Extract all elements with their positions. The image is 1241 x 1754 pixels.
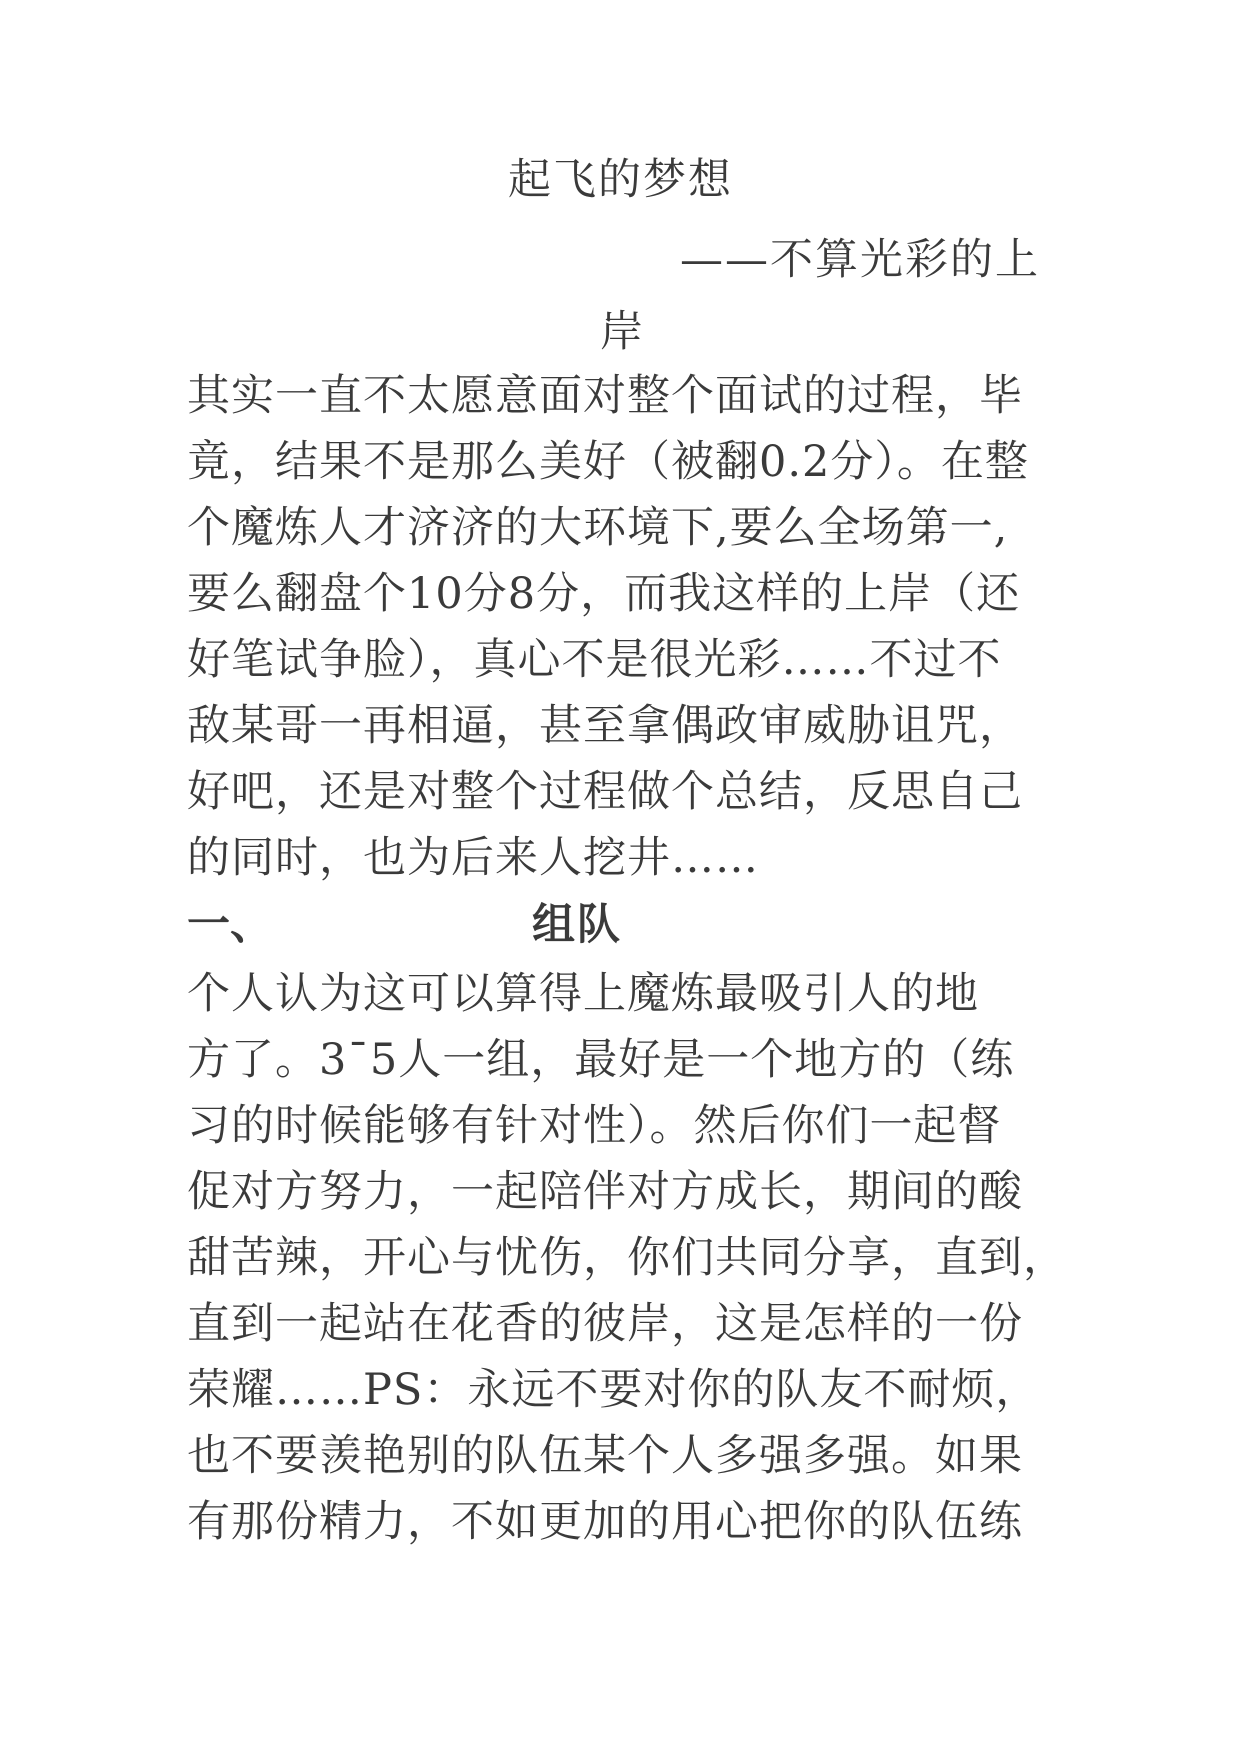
intro-line: 的同时，也为后来人挖井…… [187,833,759,883]
intro-line: 敌某哥一再相逼，甚至拿偶政审威胁诅咒， [187,701,1023,751]
section-line: 直到一起站在花香的彼岸，这是怎样的一份 [187,1299,1023,1349]
intro-line: 要么翻盘个10分8分，而我这样的上岸（还 [187,569,1021,619]
intro-line: 其实一直不太愿意面对整个面试的过程，毕 [187,371,1023,421]
document-subtitle-line-2: 岸 [600,307,643,357]
intro-line: 好笔试争脸），真心不是很光彩……不过不 [187,635,1002,685]
section-line: 方了。3¯5人一组，最好是一个地方的（练 [187,1035,1015,1085]
document-title: 起飞的梦想 [508,155,733,205]
section-line: 促对方努力，一起陪伴对方成长，期间的酸 [187,1167,1023,1217]
intro-line: 竟，结果不是那么美好（被翻0.2分）。在整 [187,437,1029,487]
section-line: 习的时候能够有针对性）。然后你们一起督 [187,1101,1002,1151]
section-number: 一、 [187,900,273,950]
intro-line: 个魔炼人才济济的大环境下,要么全场第一, [187,503,1009,553]
section-line: 甜苦辣，开心与忧伤，你们共同分享，直到， [187,1233,1067,1283]
section-line: 有那份精力，不如更加的用心把你的队伍练 [187,1497,1023,1547]
section-line: 也不要羡艳别的队伍某个人多强多强。如果 [187,1431,1023,1481]
intro-line: 好吧，还是对整个过程做个总结，反思自己 [187,767,1023,817]
document-subtitle-line-1: ——不算光彩的上 [680,235,1040,285]
section-line: 个人认为这可以算得上魔炼最吸引人的地 [187,969,979,1019]
section-line: 荣耀……PS：永远不要对你的队友不耐烦， [187,1365,1040,1415]
section-heading: 组队 [532,900,622,950]
